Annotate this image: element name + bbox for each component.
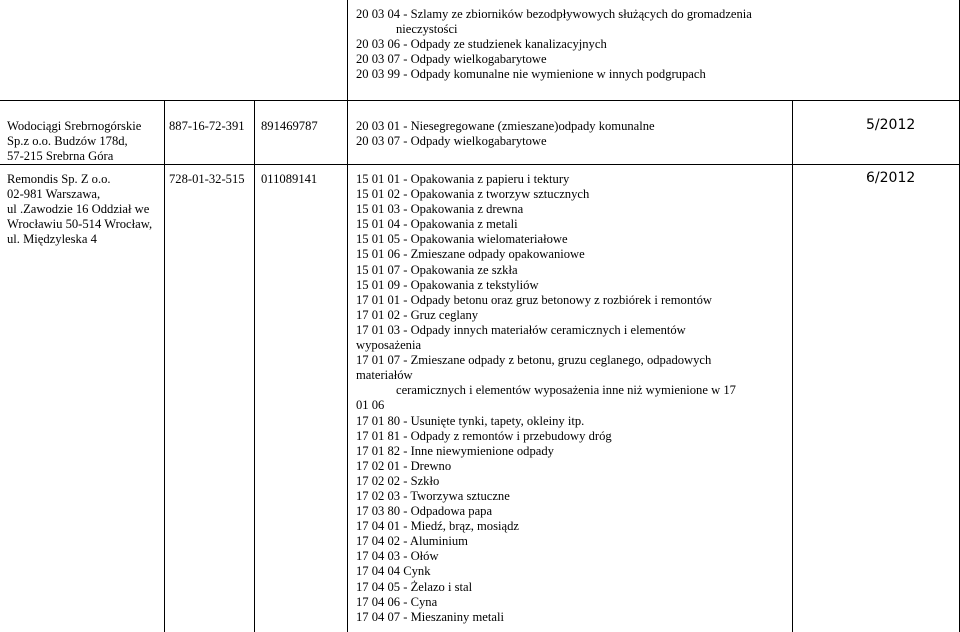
regon-cell: 891469787 <box>261 119 318 133</box>
waste-code-line: 17 02 02 - Szkło <box>356 473 440 488</box>
column-divider-company <box>164 100 165 632</box>
waste-code-line: 17 04 03 - Ołów <box>356 549 439 564</box>
column-divider-waste <box>792 100 793 632</box>
waste-list <box>356 172 736 625</box>
regon-cell: 011089141 <box>261 172 318 186</box>
waste-code-line: 17 04 07 - Mieszaniny metali <box>356 609 504 624</box>
waste-code-line: 17 04 04 Cynk <box>356 564 431 579</box>
waste-code-line: 20 03 01 - Niesegregowane (zmieszane)odpady komunalne <box>356 119 655 133</box>
waste-code-line: 17 04 06 - Cyna <box>356 594 438 609</box>
column-divider-nip <box>254 100 255 632</box>
waste-code-line: 15 01 02 - Opakowania z tworzyw sztucznych <box>356 187 590 202</box>
waste-code-line: 17 01 01 - Odpady betonu oraz gruz betonowy z rozbiórek i remontów <box>356 292 713 307</box>
waste-code-line: 17 01 81 - Odpady z remontów i przebudowy dróg <box>356 428 612 443</box>
waste-code-line: wyposażenia <box>356 338 422 353</box>
waste-code-line: 17 04 05 - Żelazo i stal <box>356 579 473 594</box>
company-cell <box>7 172 159 247</box>
waste-code-line: 15 01 01 - Opakowania z papieru i tektury <box>356 172 570 186</box>
waste-code-line: 17 01 80 - Usunięte tynki, tapety, okleiny itp. <box>356 413 585 428</box>
waste-code-line: 17 04 02 - Aluminium <box>356 534 468 549</box>
border-left <box>347 0 348 100</box>
row-divider-top <box>0 100 960 101</box>
company-line: Sp.z o.o. Budzów 178d, <box>7 134 128 149</box>
company-line: ul .Zawodzie 16 Oddział we <box>7 202 150 217</box>
waste-code-line: 17 02 01 - Drewno <box>356 458 452 473</box>
company-cell <box>7 119 159 164</box>
waste-code-line: 17 01 82 - Inne niewymienione odpady <box>356 443 554 458</box>
company-line: ul. Międzyleska 4 <box>7 232 97 247</box>
waste-code-line: 15 01 06 - Zmieszane odpady opakowaniowe <box>356 247 585 262</box>
waste-code-line: 15 01 04 - Opakowania z metali <box>356 217 518 232</box>
permit-date: 5/2012 <box>866 117 916 133</box>
waste-code-line: 17 01 03 - Odpady innych materiałów ceramicznych i elementów <box>356 322 686 337</box>
waste-code-line: 20 03 99 - Odpady komunalne nie wymienione w innych podgrupach <box>356 67 706 82</box>
waste-code-line: 15 01 05 - Opakowania wielomateriałowe <box>356 232 568 247</box>
waste-code-line: 01 06 <box>356 398 385 413</box>
waste-code-line: ceramicznych i elementów wyposażenia inne niż wymienione w 17 <box>396 383 736 398</box>
waste-code-line: nieczystości <box>396 22 458 37</box>
nip-cell: 887-16-72-391 <box>169 119 245 133</box>
waste-code-line: materiałów <box>356 368 413 383</box>
nip-cell: 728-01-32-515 <box>169 172 245 186</box>
waste-code-line: 15 01 09 - Opakowania z tekstyliów <box>356 277 539 292</box>
waste-code-line: 17 01 07 - Zmieszane odpady z betonu, gruzu ceglanego, odpadowych <box>356 353 712 368</box>
waste-code-line: 20 03 07 - Odpady wielkogabarytowe <box>356 134 547 149</box>
waste-code-line: 17 03 80 - Odpadowa papa <box>356 504 493 519</box>
waste-code-line: 17 01 02 - Gruz ceglany <box>356 307 479 322</box>
top-waste-list <box>356 7 752 82</box>
company-line: Wrocławiu 50-514 Wrocław, <box>7 217 153 232</box>
waste-code-line: 17 04 01 - Miedź, brąz, mosiądz <box>356 519 519 534</box>
permit-date: 6/2012 <box>866 170 916 186</box>
waste-code-line: 15 01 07 - Opakowania ze szkła <box>356 262 518 277</box>
company-line: Remondis Sp. Z o.o. <box>7 172 111 186</box>
company-line: 02-981 Warszawa, <box>7 187 101 202</box>
column-divider-regon <box>347 100 348 632</box>
waste-code-line: 20 03 04 - Szlamy ze zbiorników bezodpływowych służących do gromadzenia <box>356 7 752 21</box>
company-line: Wodociągi Srebrnogórskie <box>7 119 142 133</box>
company-line: 57-215 Srebrna Góra <box>7 149 114 164</box>
waste-code-line: 20 03 07 - Odpady wielkogabarytowe <box>356 52 547 67</box>
waste-code-line: 20 03 06 - Odpady ze studzienek kanalizacyjnych <box>356 37 607 52</box>
waste-list <box>356 119 655 149</box>
waste-code-line: 15 01 03 - Opakowania z drewna <box>356 202 524 217</box>
waste-code-line: 17 02 03 - Tworzywa sztuczne <box>356 488 510 503</box>
